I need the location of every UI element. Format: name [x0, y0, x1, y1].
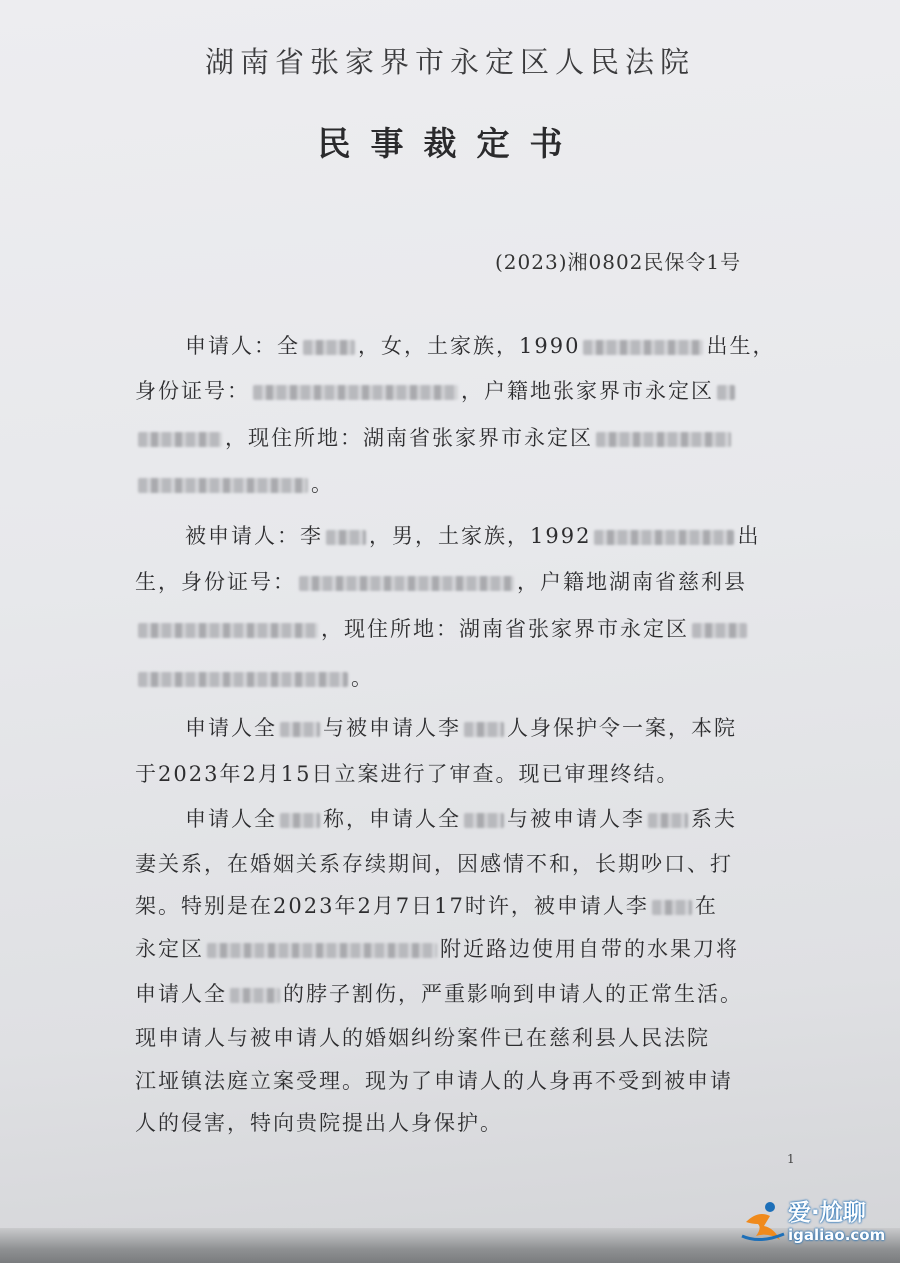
redaction [253, 385, 458, 400]
site-watermark [738, 1194, 898, 1254]
redaction [326, 530, 366, 545]
redaction [138, 672, 348, 687]
facts-line-6: 现申请人与被申请人的婚姻纠纷案件已在慈利县人民法院 [135, 1026, 710, 1050]
case-intro-line-2: 于2023年2月15日立案进行了审查。现已审理终结。 [135, 762, 680, 786]
respondent-line-4: 。 [135, 662, 374, 692]
redaction [652, 900, 692, 915]
redaction [207, 943, 437, 958]
redaction [280, 813, 320, 828]
redaction [692, 623, 747, 638]
redaction [303, 340, 355, 355]
facts-line-1: 申请人全 称，申请人全 与被申请人李 系夫 [185, 807, 737, 831]
redaction [230, 988, 280, 1003]
redaction [280, 722, 320, 737]
redaction [464, 813, 504, 828]
document-title: 民事裁定书 [317, 124, 583, 163]
redaction [717, 385, 735, 400]
respondent-line-2: 生，身份证号： ，户籍地湖南省慈利县 [135, 570, 747, 594]
case-number: (2023)湘0802民保令1号 [495, 250, 742, 274]
redaction [138, 432, 222, 447]
respondent-line-1: 被申请人：李 ，男，土家族，1992 出 [185, 524, 761, 548]
redaction [594, 530, 734, 545]
case-intro-line-1: 申请人全 与被申请人李 人身保护令一案，本院 [185, 716, 737, 740]
redaction [464, 722, 504, 737]
respondent-line-3: ，现住所地：湖南省张家界市永定区 [135, 613, 750, 643]
applicant-line-2: 身份证号： ，户籍地张家界市永定区 [135, 375, 738, 405]
facts-line-2: 妻关系，在婚姻关系存续期间，因感情不和，长期吵口、打 [135, 852, 733, 876]
applicant-line-4: 。 [135, 468, 334, 498]
facts-line-4: 永定区 附近路边使用自带的水果刀将 [135, 937, 739, 961]
redaction [299, 576, 514, 591]
court-name: 湖南省张家界市永定区人民法院 [204, 45, 695, 79]
redaction [138, 478, 308, 493]
applicant-line-1: 申请人：全 ，女，土家族，1990 出生， [185, 334, 776, 358]
facts-line-8: 人的侵害，特向贵院提出人身保护。 [135, 1111, 503, 1135]
redaction [596, 432, 731, 447]
watermark-url: igaliao.com [788, 1226, 886, 1244]
redaction [583, 340, 703, 355]
redaction [648, 813, 688, 828]
watermark-title: 爱·尬聊 [788, 1200, 866, 1226]
facts-line-7: 江垭镇法庭立案受理。现为了申请人的人身再不受到被申请 [135, 1069, 733, 1093]
facts-line-3: 架。特别是在2023年2月7日17时许，被申请人李 在 [135, 894, 718, 918]
facts-line-5: 申请人全 的脖子割伤，严重影响到申请人的正常生活。 [135, 982, 743, 1006]
runner-logo-icon [740, 1200, 786, 1244]
redaction [138, 623, 318, 638]
applicant-line-3: ，现住所地：湖南省张家界市永定区 [135, 422, 734, 452]
page-number: 1 [787, 1152, 795, 1166]
